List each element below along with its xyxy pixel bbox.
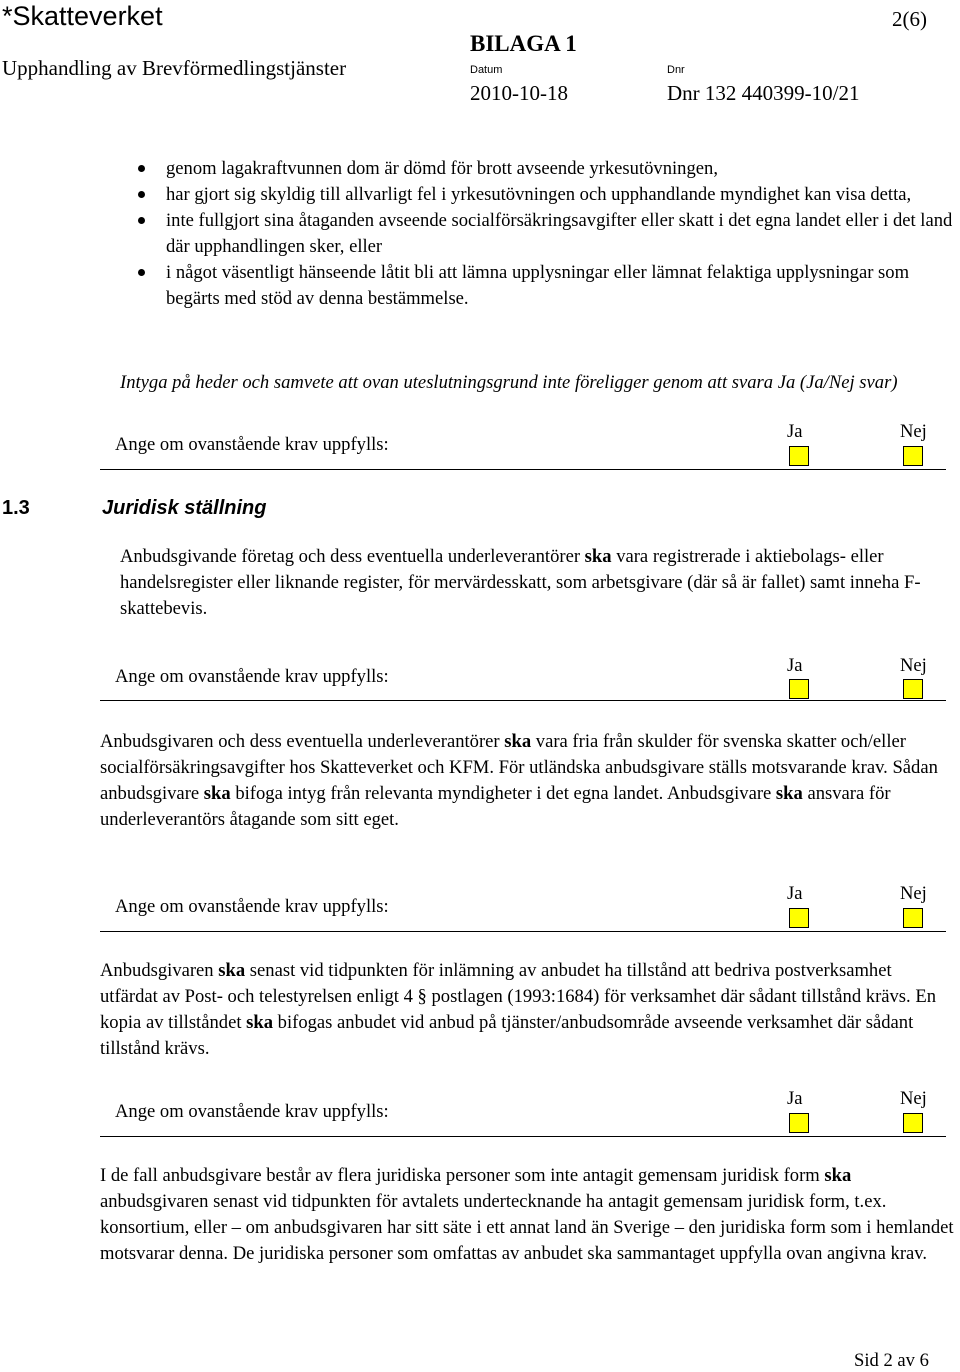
requirement-question: Ange om ovanstående krav uppfylls: <box>115 434 389 455</box>
divider <box>100 469 946 470</box>
bullet-icon <box>138 191 145 198</box>
list-item: genom lagakraftvunnen dom är dömd för brott avseende yrkesutövningen, <box>138 156 958 182</box>
section-title: Juridisk ställning <box>102 497 267 519</box>
divider <box>100 1136 946 1137</box>
date-value: 2010-10-18 <box>470 81 568 105</box>
yes-checkbox[interactable] <box>789 1113 809 1133</box>
requirement-paragraph: Anbudsgivaren och dess eventuella underleverantörer ska vara fria från skulder för svenska skatter och/eller socialförsäkringsavgifter hos Skatteverket och KFM. För utländska anbudsgivare ställs motsvarande krav. Sådan anbudsgivare ska bifoga intyg från relevanta myndigheter i det egna landet. Anbudsgivare ska ansvara för underleverantörs åtagande som sitt eget. <box>100 731 938 830</box>
section-heading <box>2 496 266 520</box>
no-checkbox[interactable] <box>903 908 923 928</box>
page-number: 2(6) <box>892 7 927 31</box>
yes-label: Ja <box>787 655 803 676</box>
yes-label: Ja <box>787 1088 803 1109</box>
bullet-icon <box>138 269 145 276</box>
bullet-icon <box>138 217 145 224</box>
dnr-label: Dnr <box>667 64 685 76</box>
yes-checkbox[interactable] <box>789 908 809 928</box>
no-checkbox[interactable] <box>903 446 923 466</box>
section-number: 1.3 <box>2 497 30 519</box>
bullet-icon <box>138 165 145 172</box>
no-checkbox[interactable] <box>903 679 923 699</box>
requirement-paragraph: I de fall anbudsgivare består av flera juridiska personer som inte antagit gemensam juridisk form ska anbudsgivaren senast vid tidpunkten för avtalets undertecknande ha antagit gemensam juridisk form, t.ex. konsortium, eller – om anbudsgivaren har sitt säte i ett annat land än Sverige – den juridiska form som i hemlandet motsvarar denna. De juridiska personer som omfattas av anbudet ska sammantaget uppfylla ovan angivna krav. <box>100 1165 954 1264</box>
list-item: inte fullgjort sina åtaganden avseende socialförsäkringsavgifter eller skatt i det egna landet eller i det land där upphandlingen sker, eller <box>138 208 958 260</box>
skatteverket-logo: *Skatteverket <box>2 1 163 31</box>
divider <box>100 700 946 701</box>
requirement-paragraph: Anbudsgivande företag och dess eventuella underleverantörer ska vara registrerade i aktiebolags- eller handelsregister eller liknande register, för mervärdesskatt, som arbetsgivare (där så är fallet) samt inneha F-skattebevis. <box>120 546 921 619</box>
exclusion-grounds-list <box>138 156 958 312</box>
no-label: Nej <box>900 883 927 904</box>
yes-checkbox[interactable] <box>789 679 809 699</box>
no-label: Nej <box>900 421 927 442</box>
divider <box>100 931 946 932</box>
dnr-value: Dnr 132 440399-10/21 <box>667 81 860 105</box>
requirement-question: Ange om ovanstående krav uppfylls: <box>115 666 389 687</box>
no-checkbox[interactable] <box>903 1113 923 1133</box>
page-footer: Sid 2 av 6 <box>854 1350 929 1371</box>
document-subtitle: Upphandling av Brevförmedlingstjänster <box>2 56 347 80</box>
requirement-paragraph: Anbudsgivaren ska senast vid tidpunkten för inlämning av anbudet ha tillstånd att bedriva postverksamhet utfärdat av Post- och telestyrelsen enligt 4 § postlagen (1993:1684) för verksamhet där sådant tillstånd krävs. En kopia av tillståndet ska bifogas anbudet vid anbud på tjänster/anbudsområde avseende verksamhet där sådant tillstånd krävs. <box>100 960 936 1059</box>
yes-checkbox[interactable] <box>789 446 809 466</box>
no-label: Nej <box>900 1088 927 1109</box>
requirement-question: Ange om ovanstående krav uppfylls: <box>115 896 389 917</box>
yes-label: Ja <box>787 421 803 442</box>
requirement-question: Ange om ovanstående krav uppfylls: <box>115 1101 389 1122</box>
date-label: Datum <box>470 64 503 76</box>
list-item: har gjort sig skyldig till allvarligt fel i yrkesutövningen och upphandlande myndighet kan visa detta, <box>138 182 958 208</box>
no-label: Nej <box>900 655 927 676</box>
attestation-text: Intyga på heder och samvete att ovan uteslutningsgrund inte föreligger genom att svara Ja (Ja/Nej svar) <box>120 372 898 393</box>
appendix-title: BILAGA 1 <box>470 31 577 56</box>
list-item: i något väsentligt hänseende låtit bli att lämna upplysningar eller lämnat felaktiga upplysningar som begärts med stöd av denna bestämmelse. <box>138 260 958 312</box>
yes-label: Ja <box>787 883 803 904</box>
